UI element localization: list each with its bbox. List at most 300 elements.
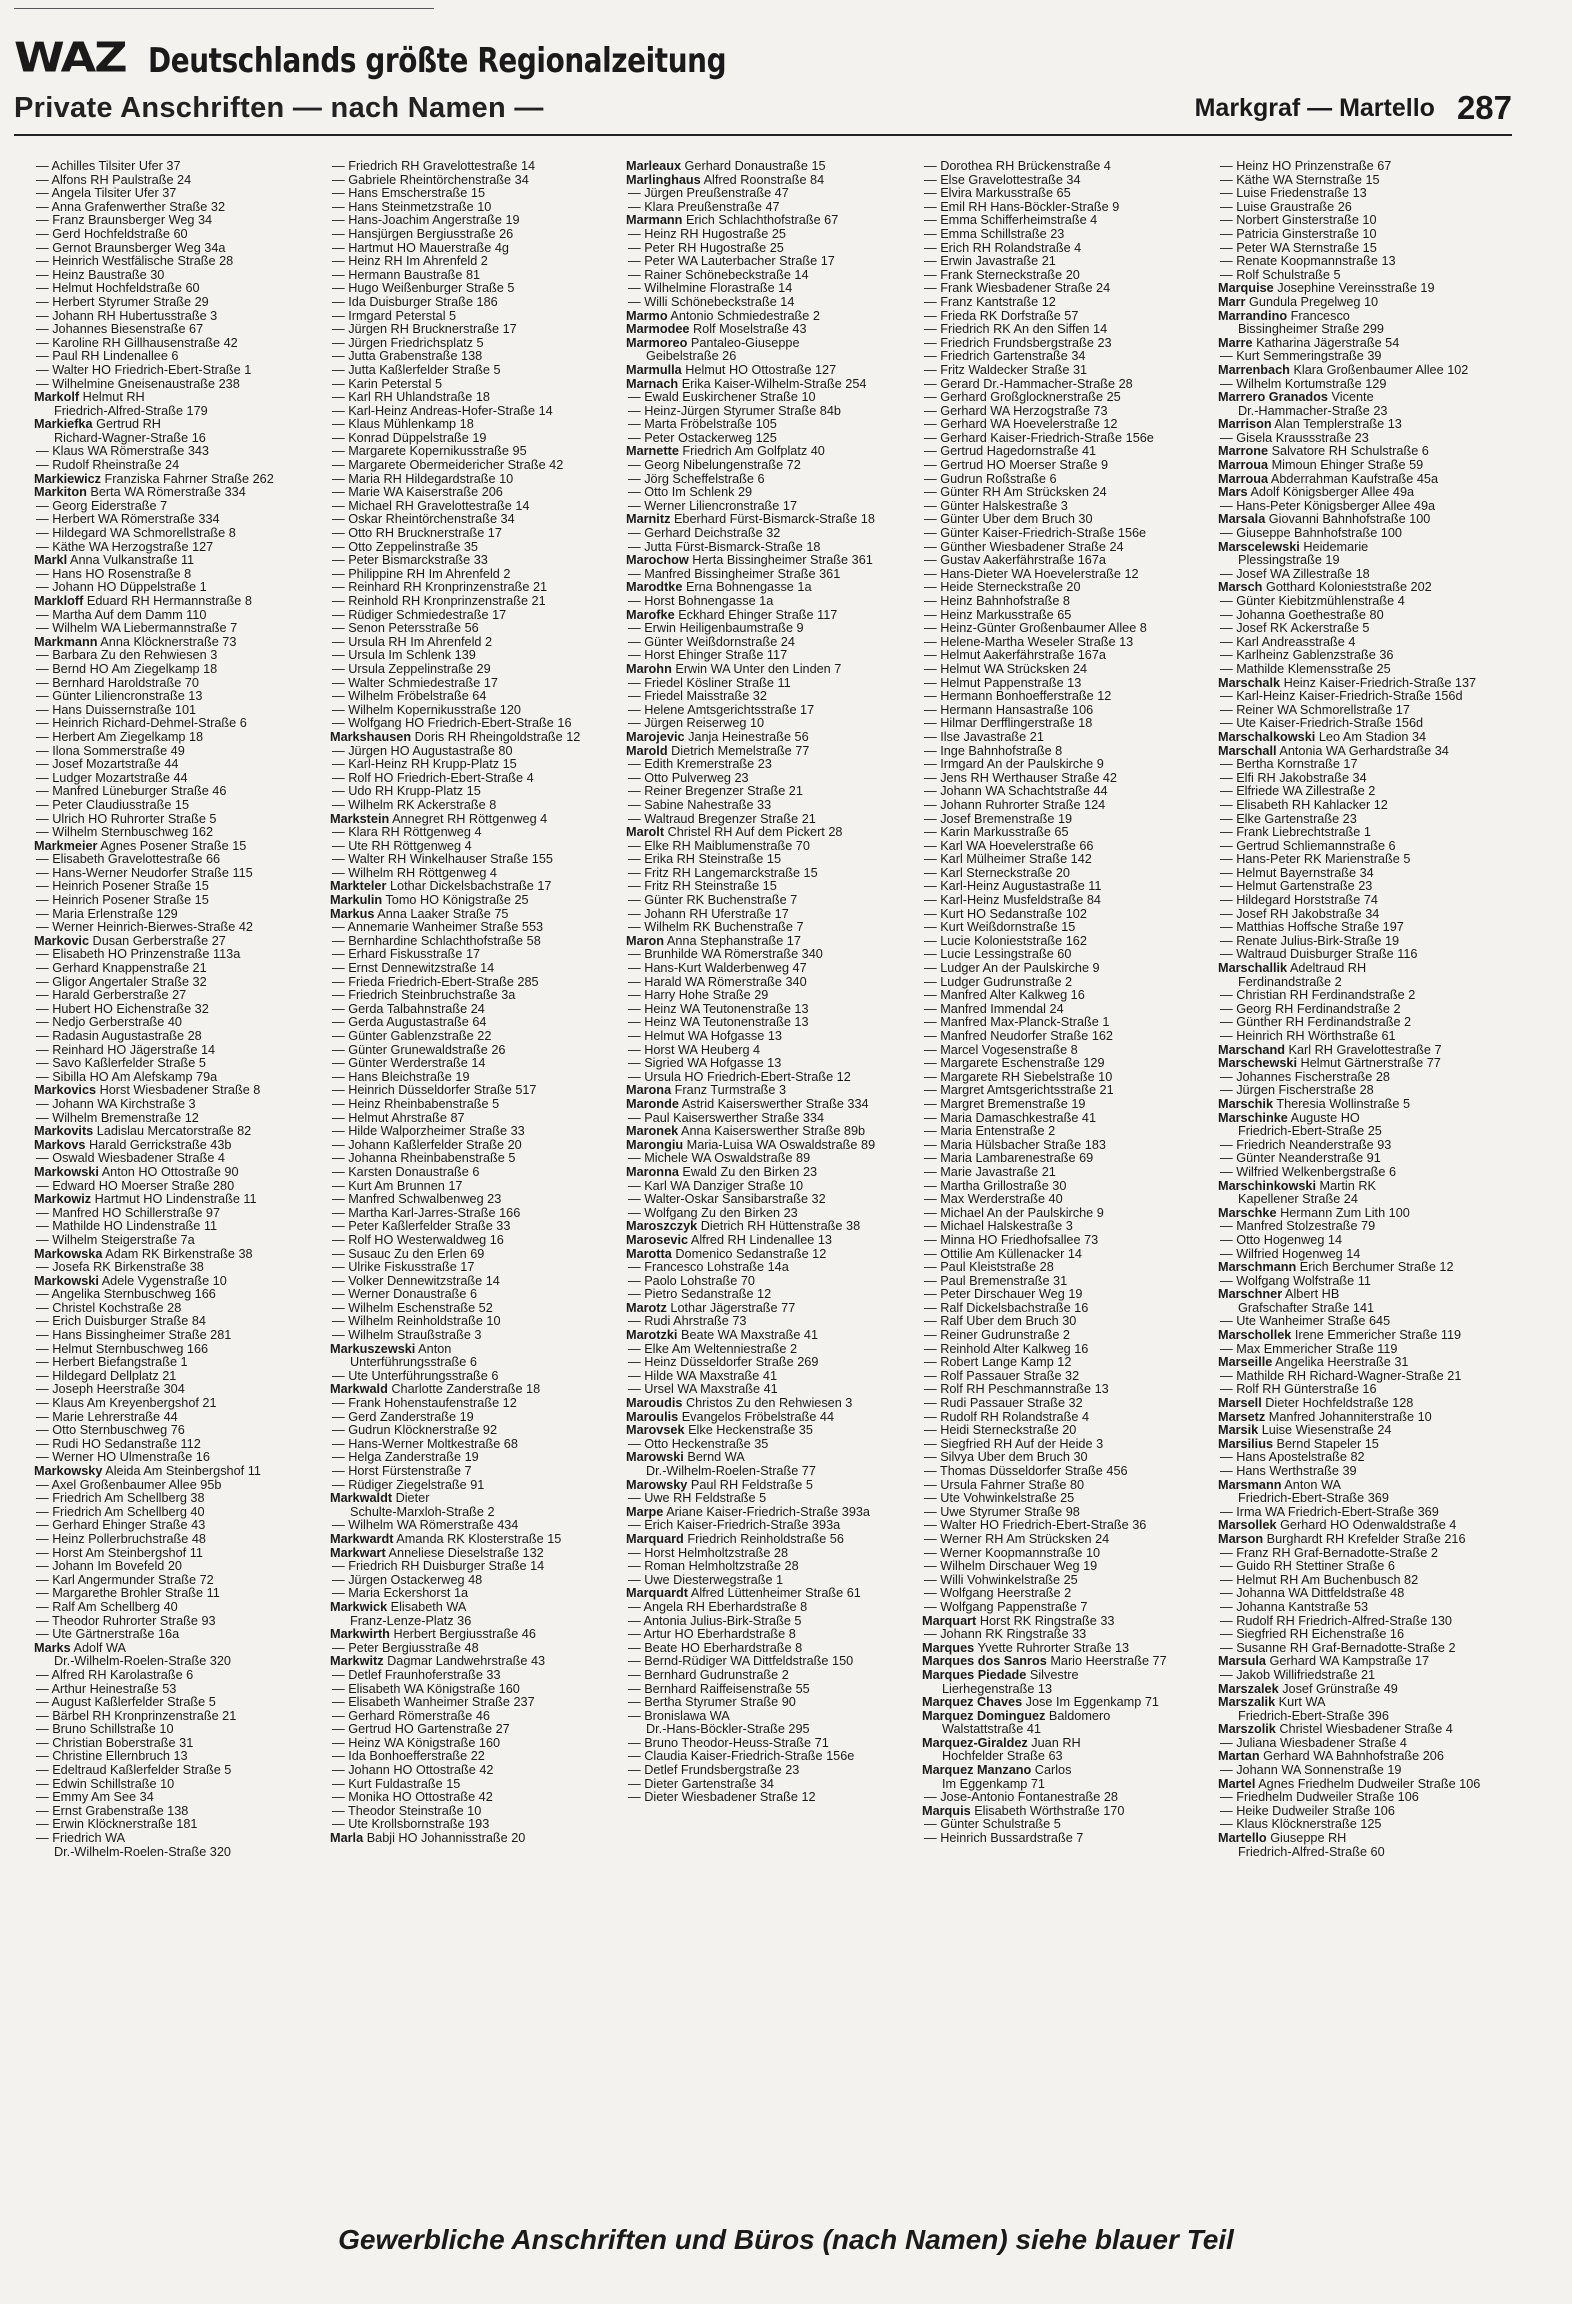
family-name: Marschinke — [1218, 1111, 1288, 1125]
directory-entry: — Elisabeth RH Kahlacker 12 — [1220, 798, 1388, 812]
directory-entry-head — [626, 663, 922, 677]
entry-detail: Carlos — [1034, 1764, 1072, 1778]
directory-entry-head — [626, 1220, 922, 1234]
family-name: Marlinghaus — [626, 173, 701, 187]
directory-entry: — Helmut Bayernstraße 34 — [1220, 866, 1374, 880]
directory-entry: — Johann RH Uferstraße 17 — [628, 907, 789, 921]
entry-detail: Friedrich Reinholdstraße 56 — [687, 1532, 844, 1546]
directory-entry-head — [1218, 337, 1514, 351]
directory-entry: — Klaus Mühlenkamp 18 — [332, 418, 474, 432]
directory-entry: — Ute Gärtnerstraße 16a — [36, 1628, 180, 1642]
directory-entry: — Martha Grillostraße 30 — [924, 1179, 1067, 1193]
directory-entry: — Frieda Friedrich-Ebert-Straße 285 — [332, 975, 539, 989]
directory-entry-head — [34, 1125, 330, 1139]
directory-entry: — Horst Bohnengasse 1a — [628, 595, 774, 608]
directory-entry: — Jakob Willifriedstraße 21 — [1220, 1668, 1376, 1682]
directory-entry-head — [1218, 1098, 1514, 1112]
family-name: Marolt — [626, 826, 665, 840]
family-name: Marschallik — [1218, 962, 1288, 976]
directory-entry: — Bronislawa WA — [628, 1709, 730, 1723]
directory-entry: — Ludger Gudrunstraße 2 — [924, 975, 1073, 989]
family-name: Marschollek — [1218, 1329, 1292, 1343]
entry-detail: Karl RH Gravelottestraße 7 — [1288, 1043, 1442, 1057]
directory-entry: — Heinz WA Teutonenstraße 13 — [628, 1002, 809, 1016]
directory-entry: — Gerhard WA Hoevelerstraße 12 — [924, 418, 1118, 432]
directory-entry: — Dorothea RH Brückenstraße 4 — [924, 160, 1111, 173]
directory-entry: — Bruno Theodor-Heuss-Straße 71 — [628, 1736, 829, 1750]
entry-detail: Doris RH Rheingoldstraße 12 — [414, 730, 581, 744]
family-name: Marmulla — [626, 363, 682, 377]
directory-entry-continuation: Schulte-Marxloh-Straße 2 — [350, 1505, 495, 1519]
directory-entry: — Hilmar Derfflingerstraße 18 — [924, 717, 1093, 731]
directory-entry: — Pietro Sedanstraße 12 — [628, 1288, 772, 1302]
directory-entry: — Gabriele Rheintörchenstraße 34 — [332, 173, 529, 187]
directory-entry-head — [922, 1642, 1218, 1656]
directory-entry: — Johanna WA Dittfeldstraße 48 — [1220, 1587, 1405, 1601]
entry-detail: Gertrud RH — [96, 418, 161, 432]
directory-entry: — Fritz RH Langemarckstraße 15 — [628, 866, 818, 880]
directory-entry: — Bertha Kornstraße 17 — [1220, 758, 1358, 772]
entry-detail: Antonio Schmiedestraße 2 — [670, 309, 820, 323]
directory-entry-head — [1218, 296, 1514, 310]
directory-entry: — Christine Ellernbruch 13 — [36, 1750, 188, 1764]
family-name: Maronek — [626, 1125, 679, 1139]
family-name: Markiefka — [34, 418, 93, 432]
directory-entry: — Hilde Walporzheimer Straße 33 — [332, 1125, 525, 1139]
directory-entry-continuation: Dr.-Hammacher-Straße 23 — [1238, 404, 1388, 418]
entry-detail: Maria-Luisa WA Oswaldstraße 89 — [686, 1138, 876, 1152]
directory-entry: — Erich RH Rolandstraße 4 — [924, 241, 1082, 255]
directory-entry: — Reinhold RH Kronprinzenstraße 21 — [332, 595, 546, 608]
directory-entry: — Gerhard Römerstraße 46 — [332, 1709, 490, 1723]
directory-entry: — Achilles Tilsiter Ufer 37 — [36, 160, 181, 173]
directory-entry: — Gertrud HO Moerser Straße 9 — [924, 459, 1109, 473]
directory-entry: — Karl-Heinz RH Krupp-Platz 15 — [332, 758, 517, 772]
entry-detail: Alfred Roonstraße 84 — [703, 173, 825, 187]
directory-entry: — Horst Fürstenstraße 7 — [332, 1465, 472, 1478]
directory-entry: — Margarethe Brohler Straße 11 — [36, 1587, 220, 1601]
directory-entry: — Helmut Sternbuschweg 166 — [36, 1342, 209, 1356]
family-name: Marsik — [1218, 1424, 1259, 1438]
directory-entry: — Monika HO Ottostraße 42 — [332, 1791, 493, 1805]
directory-entry: — Günter Weißdornstraße 24 — [628, 635, 795, 649]
directory-columns — [34, 160, 1514, 2180]
entry-detail: Elke Heckenstraße 35 — [688, 1424, 813, 1438]
directory-entry: — Nedjo Gerberstraße 40 — [36, 1016, 182, 1030]
directory-entry: — Frieda RK Dorfstraße 57 — [924, 309, 1079, 323]
entry-detail: Erna Bohnengasse 1a — [685, 581, 812, 595]
directory-entry-head — [330, 1383, 626, 1397]
masthead — [14, 20, 1512, 82]
entry-detail: Jose Im Eggenkamp 71 — [1025, 1696, 1159, 1710]
directory-entry: — Josef Mozartstraße 44 — [36, 758, 179, 772]
directory-entry: — Marie WA Kaiserstraße 206 — [332, 486, 503, 500]
directory-entry: — Angela RH Eberhardstraße 8 — [628, 1600, 808, 1614]
family-name: Marrenbach — [1218, 363, 1290, 377]
directory-entry: — Mathilde HO Lindenstraße 11 — [36, 1220, 218, 1234]
directory-entry-head — [330, 1601, 626, 1615]
family-name: Markloff — [34, 595, 84, 608]
family-name: Markiewicz — [34, 472, 101, 486]
directory-entry: — Werner Heinrich-Bierwes-Straße 42 — [36, 921, 253, 935]
directory-entry-continuation: Friedrich-Alfred-Straße 179 — [54, 404, 208, 418]
family-name: Marschalkowski — [1218, 730, 1316, 744]
directory-entry: — Hansjürgen Bergiusstraße 26 — [332, 227, 514, 241]
directory-entry: — Edeltraud Kaßlerfelder Straße 5 — [36, 1764, 232, 1778]
directory-entry: — Georg Eiderstraße 7 — [36, 499, 168, 513]
family-name: Maronna — [626, 1165, 679, 1179]
entry-detail: Beate WA Maxstraße 41 — [681, 1329, 819, 1343]
family-name: Marsala — [1218, 513, 1266, 527]
entry-detail: Luise Wiesenstraße 24 — [1261, 1424, 1392, 1438]
directory-entry: — Heinz Pollerbruchstraße 48 — [36, 1532, 206, 1546]
directory-entry: — Ursula Zeppelinstraße 29 — [332, 662, 491, 676]
family-name: Markshausen — [330, 730, 412, 744]
directory-entry: — Bernd HO Am Ziegelkamp 18 — [36, 662, 218, 676]
directory-entry: — Horst Ehinger Straße 117 — [628, 649, 788, 663]
directory-entry: — Erich Duisburger Straße 84 — [36, 1315, 206, 1329]
directory-entry-head — [1218, 1533, 1514, 1547]
directory-entry: — Wilhelm RK Ackerstraße 8 — [332, 798, 497, 812]
family-name: Marquart — [922, 1614, 977, 1628]
family-name: Marquard — [626, 1532, 684, 1546]
directory-entry: — Werner HO Ulmenstraße 16 — [36, 1451, 210, 1465]
directory-entry-continuation: Franz-Lenze-Platz 36 — [350, 1614, 472, 1628]
directory-entry: — Margarete RH Siebelstraße 10 — [924, 1070, 1113, 1084]
directory-entry: — Emma Schifferheimstraße 4 — [924, 214, 1098, 228]
directory-entry: — Rüdiger Ziegelstraße 91 — [332, 1478, 485, 1492]
directory-entry-head — [626, 1424, 922, 1438]
directory-entry: — Elfi RH Jakobstraße 34 — [1220, 771, 1367, 785]
family-name: Marleaux — [626, 160, 682, 173]
directory-entry: — Ursula Im Schlenk 139 — [332, 649, 476, 663]
directory-entry: — Johann WA Schachtstraße 44 — [924, 785, 1108, 799]
directory-entry: — Gerhard Ehinger Straße 43 — [36, 1519, 206, 1533]
directory-entry: — Paolo Lohstraße 70 — [628, 1274, 755, 1288]
directory-entry-head — [626, 445, 922, 459]
directory-entry: — Gerhard Kaiser-Friedrich-Straße 156e — [924, 431, 1154, 445]
directory-entry: — Hans Bleichstraße 19 — [332, 1070, 470, 1084]
directory-entry: — Margarete Kopernikusstraße 95 — [332, 445, 527, 459]
entry-detail: Anna Klöcknerstraße 73 — [100, 635, 237, 649]
family-name: Markwald — [330, 1383, 388, 1397]
directory-entry: — Horst WA Heuberg 4 — [628, 1043, 761, 1057]
directory-entry: — Rolf RH Günterstraße 16 — [1220, 1383, 1377, 1397]
entry-detail: Janja Heinestraße 56 — [688, 730, 809, 744]
entry-detail: Heidemarie — [1303, 540, 1369, 554]
family-name: Markowsky — [34, 1465, 103, 1478]
directory-entry: — Walter Schmiedestraße 17 — [332, 676, 498, 690]
directory-entry: — Mathilde RH Richard-Wagner-Straße 21 — [1220, 1369, 1462, 1383]
directory-entry: — Günter Halskestraße 3 — [924, 499, 1068, 513]
directory-entry: — Heinz Rheinbabenstraße 5 — [332, 1097, 500, 1111]
directory-entry: — Ilona Sommerstraße 49 — [36, 744, 185, 758]
directory-entry: — Bernhard Haroldstraße 70 — [36, 676, 199, 690]
entry-detail: Mario Heerstraße 77 — [1050, 1655, 1167, 1669]
directory-entry: — Gertrud HO Gartenstraße 27 — [332, 1723, 510, 1737]
directory-entry-head — [922, 1696, 1218, 1710]
directory-entry: — Friedrich RH Duisburger Straße 14 — [332, 1560, 545, 1574]
entry-detail: Anton — [418, 1342, 452, 1356]
family-name: Marpe — [626, 1505, 664, 1519]
directory-entry: — Günter Schulstraße 5 — [924, 1818, 1061, 1832]
directory-column-1 — [34, 160, 330, 2180]
directory-entry: — Maria Entenstraße 2 — [924, 1125, 1056, 1139]
entry-detail: Josef Grünstraße 49 — [1282, 1682, 1398, 1696]
family-name: Marschewski — [1218, 1057, 1297, 1071]
directory-entry: — Johann Ruhrorter Straße 124 — [924, 798, 1106, 812]
directory-entry: — Jutta Grabenstraße 138 — [332, 350, 483, 364]
masthead-slogan: Deutschlands größte Regionalzeitung — [147, 41, 726, 81]
directory-entry: — Klaus Am Kreyenbergshof 21 — [36, 1397, 217, 1411]
directory-entry: — Peter Ostackerweg 125 — [628, 431, 777, 445]
directory-entry: — Ida Bonhoefferstraße 22 — [332, 1750, 485, 1764]
directory-entry: — Friedel Kösliner Straße 11 — [628, 676, 791, 690]
entry-detail: Berta WA Römerstraße 334 — [90, 486, 246, 500]
directory-entry-head — [1218, 473, 1514, 487]
entry-detail: Lothar Jägerstraße 77 — [670, 1301, 796, 1315]
directory-entry: — Manfred Bissingheimer Straße 361 — [628, 567, 841, 581]
directory-entry: — Jürgen HO Augustastraße 80 — [332, 744, 513, 758]
directory-entry-head — [1218, 1655, 1514, 1669]
directory-entry: — Fritz RH Steinstraße 15 — [628, 880, 777, 894]
directory-entry: — Peter Bismarckstraße 33 — [332, 554, 488, 568]
directory-entry: — Jens RH Werthauser Straße 42 — [924, 771, 1117, 785]
directory-entry: — Lucie Kolonieststraße 162 — [924, 934, 1087, 948]
entry-detail: Angelika Heerstraße 31 — [1275, 1356, 1409, 1370]
directory-entry: — Willi Vohwinkelstraße 25 — [924, 1573, 1078, 1587]
directory-entry: — Lucie Lessingstraße 60 — [924, 948, 1072, 962]
entry-detail: Aleida Am Steinbergshof 11 — [105, 1465, 261, 1478]
directory-entry: — Wilhelm Kortumstraße 129 — [1220, 377, 1387, 391]
family-name: Markuszewski — [330, 1342, 416, 1356]
directory-entry: — Bärbel RH Kronprinzenstraße 21 — [36, 1709, 237, 1723]
directory-entry: — Johanna Rheinbabenstraße 5 — [332, 1152, 516, 1166]
section-title: Private Anschriften — nach Namen — — [14, 91, 544, 124]
directory-entry: — Otto Pulverweg 23 — [628, 771, 749, 785]
directory-entry-head — [922, 1655, 1218, 1669]
directory-entry: — Martha Auf dem Damm 110 — [36, 608, 207, 622]
directory-entry: — Marta Fröbelstraße 105 — [628, 418, 777, 432]
directory-entry: — Gustav Aakerfährstraße 167a — [924, 554, 1106, 568]
directory-entry: — Maria RH Hildegardstraße 10 — [332, 472, 514, 486]
directory-entry: — Heinrich Bussardstraße 7 — [924, 1832, 1084, 1846]
directory-entry-head — [626, 731, 922, 745]
directory-entry: — Gerhard Großglocknerstraße 25 — [924, 391, 1121, 405]
entry-detail: Franziska Fahrner Straße 262 — [104, 472, 274, 486]
entry-detail: Anton HO Ottostraße 90 — [101, 1165, 239, 1179]
directory-entry: — Guido RH Stettiner Straße 6 — [1220, 1560, 1395, 1574]
entry-detail: Dietrich Memelstraße 77 — [671, 744, 810, 758]
directory-entry: — Otto Heckenstraße 35 — [628, 1437, 769, 1451]
directory-entry: — Elisabeth HO Prinzenstraße 113a — [36, 948, 241, 962]
entry-detail: Anton WA — [1284, 1478, 1341, 1492]
directory-entry: — Günter Grunewaldstraße 26 — [332, 1043, 506, 1057]
directory-entry: — Gisela Kraussstraße 23 — [1220, 431, 1369, 445]
directory-entry-head — [922, 1764, 1218, 1778]
directory-entry-head — [626, 364, 922, 378]
family-name: Marquez Chaves — [922, 1696, 1023, 1710]
family-name: Maron — [626, 934, 665, 948]
directory-entry: — Günter Neanderstraße 91 — [1220, 1152, 1381, 1166]
directory-entry: — Heinrich Richard-Dehmel-Straße 6 — [36, 717, 247, 731]
family-name: Marques — [922, 1641, 975, 1655]
directory-entry: — Kurt Semmeringstraße 39 — [1220, 350, 1382, 364]
directory-entry: — Silvya Über dem Bruch 30 — [924, 1451, 1088, 1465]
directory-entry: — Elvira Markusstraße 65 — [924, 187, 1071, 201]
family-name: Marquise — [1218, 282, 1274, 296]
entry-detail: Eckhard Ehinger Straße 117 — [678, 608, 838, 622]
family-name: Markovic — [34, 934, 90, 948]
family-name: Markwitz — [330, 1655, 384, 1669]
directory-entry: — Karl-Heinz Musfeldstraße 84 — [924, 894, 1101, 908]
directory-entry: — Heinrich Westfälische Straße 28 — [36, 255, 234, 269]
directory-entry: — Renate Julius-Birk-Straße 19 — [1220, 934, 1400, 948]
directory-entry: — Christian RH Ferdinandstraße 2 — [1220, 989, 1416, 1003]
directory-entry: — Helga Zanderstraße 19 — [332, 1451, 479, 1465]
directory-entry-head — [1218, 1112, 1514, 1126]
directory-entry: — Heidi Sterneckstraße 20 — [924, 1424, 1077, 1438]
directory-entry: — Beate HO Eberhardstraße 8 — [628, 1641, 803, 1655]
entry-detail: Horst RK Ringstraße 33 — [979, 1614, 1115, 1628]
directory-entry: — Maria Erlenstraße 129 — [36, 907, 178, 921]
directory-entry: — Hans-Werner Neudorfer Straße 115 — [36, 866, 253, 880]
directory-entry: — Wilhelm Kopernikusstraße 120 — [332, 703, 521, 717]
family-name: Markmann — [34, 635, 98, 649]
directory-entry: — Margarete Obermeidericher Straße 42 — [332, 459, 564, 473]
directory-column-4 — [922, 160, 1218, 2180]
directory-entry: — Dieter Gartenstraße 34 — [628, 1777, 774, 1791]
family-name: Markovs — [34, 1138, 86, 1152]
directory-entry: — Hans-Peter Königsberger Allee 49a — [1220, 499, 1436, 513]
directory-entry: — Siegfried RH Auf der Heide 3 — [924, 1437, 1104, 1451]
directory-entry: — Ralf Am Schellberg 40 — [36, 1600, 178, 1614]
directory-entry: — Johanna Goethestraße 80 — [1220, 608, 1384, 622]
directory-entry: — Johann Im Bovefeld 20 — [36, 1560, 182, 1574]
family-name: Markiton — [34, 486, 87, 500]
directory-entry: — Karl-Heinz Augustastraße 11 — [924, 880, 1102, 894]
directory-entry: — Elisabeth Gravelottestraße 66 — [36, 853, 221, 867]
entry-detail: Dieter Hochfeldstraße 128 — [1265, 1397, 1414, 1411]
directory-entry: — Friedrich WA — [36, 1832, 126, 1846]
family-name: Markowski — [34, 1165, 99, 1179]
entry-detail: Baldomero — [1048, 1709, 1111, 1723]
directory-entry: — Hans Emscherstraße 15 — [332, 187, 486, 201]
directory-entry-head — [34, 1465, 330, 1479]
directory-entry: — Bernhard Gudrunstraße 2 — [628, 1668, 789, 1682]
directory-entry: — Michael RH Gravelottestraße 14 — [332, 499, 530, 513]
directory-entry: — Günter RH Am Strücksken 24 — [924, 486, 1107, 500]
directory-entry: — Johann WA Sonnenstraße 19 — [1220, 1764, 1402, 1778]
directory-entry-head — [626, 1248, 922, 1262]
directory-entry: — Heinz WA Königstraße 160 — [332, 1736, 501, 1750]
directory-entry: — Maria Lambarenestraße 69 — [924, 1152, 1094, 1166]
directory-entry: — Gerard Dr.-Hammacher-Straße 28 — [924, 377, 1133, 391]
family-name: Marmodee — [626, 323, 690, 337]
directory-entry: — August Kaßlerfelder Straße 5 — [36, 1696, 216, 1710]
directory-entry-head — [1218, 1180, 1514, 1194]
directory-entry: — Peter Bergiusstraße 48 — [332, 1641, 479, 1655]
directory-entry: — Günter Kiebitzmühlenstraße 4 — [1220, 595, 1405, 608]
directory-entry: — Heinz Bahnhofstraße 8 — [924, 595, 1070, 608]
directory-entry: — Christel Kochstraße 28 — [36, 1301, 182, 1315]
directory-entry: — Manfred HO Schillerstraße 97 — [36, 1206, 221, 1220]
directory-entry: — Heide Sterneckstraße 20 — [924, 581, 1081, 595]
directory-entry: — Ute Unterführungsstraße 6 — [332, 1369, 499, 1383]
directory-entry-head — [1218, 541, 1514, 555]
directory-entry: — Elisabeth WA Königstraße 160 — [332, 1682, 520, 1696]
directory-entry: — Anna Grafenwerther Straße 32 — [36, 200, 225, 214]
directory-entry-head — [626, 1139, 922, 1153]
directory-entry-continuation: Dr.-Wilhelm-Roelen-Straße 77 — [646, 1465, 816, 1478]
directory-entry: — Günter Kaiser-Friedrich-Straße 156e — [924, 527, 1147, 541]
directory-entry: — Frank Liebrechtstraße 1 — [1220, 826, 1371, 840]
directory-entry: — Rolf HO Friedrich-Ebert-Straße 4 — [332, 771, 534, 785]
directory-entry: — Maria Damaschkestraße 41 — [924, 1111, 1097, 1125]
entry-detail: Heinz Kaiser-Friedrich-Straße 137 — [1283, 676, 1477, 690]
directory-entry-continuation: Kapellener Straße 24 — [1238, 1193, 1358, 1207]
family-name: Markowiz — [34, 1193, 92, 1207]
directory-entry: — Francesco Lohstraße 14a — [628, 1261, 789, 1275]
directory-entry-continuation: Bissingheimer Straße 299 — [1238, 323, 1384, 337]
directory-entry: — Jürgen Fischerstraße 28 — [1220, 1084, 1374, 1098]
directory-entry: — Günter RK Buchenstraße 7 — [628, 894, 798, 908]
entry-detail: Ariane Kaiser-Friedrich-Straße 393a — [666, 1505, 870, 1519]
entry-detail: Francesco — [1290, 309, 1350, 323]
directory-entry: — Rolf HO Westerwaldweg 16 — [332, 1233, 504, 1247]
directory-entry: — Friedrich Gartenstraße 34 — [924, 350, 1086, 364]
family-name: Marschinkowski — [1218, 1179, 1317, 1193]
directory-entry-head — [34, 636, 330, 650]
family-name: Markovits — [34, 1125, 94, 1139]
directory-entry: — Max Emmericher Straße 119 — [1220, 1342, 1398, 1356]
family-name: Marre — [1218, 336, 1253, 350]
directory-entry: — Bertha Styrumer Straße 90 — [628, 1696, 796, 1710]
directory-entry: — Robert Lange Kamp 12 — [924, 1356, 1072, 1370]
directory-entry: — Frank Sterneckstraße 20 — [924, 268, 1080, 282]
directory-entry: — Friedrich Am Schellberg 38 — [36, 1492, 205, 1506]
directory-entry-head — [34, 595, 330, 609]
directory-entry: — Ilse Javastraße 21 — [924, 730, 1044, 744]
directory-entry: — Manfred Stolzestraße 79 — [1220, 1220, 1376, 1234]
directory-entry: — Minna HO Friedhofsallee 73 — [924, 1233, 1099, 1247]
family-name: Marroua — [1218, 472, 1269, 486]
family-name: Marquez Manzano — [922, 1764, 1032, 1778]
directory-entry: — Karin Markusstraße 65 — [924, 826, 1069, 840]
directory-entry-head — [1218, 1519, 1514, 1533]
directory-entry-continuation: Richard-Wagner-Straße 16 — [54, 431, 206, 445]
directory-entry: — Else Gravelottestraße 34 — [924, 173, 1081, 187]
directory-entry: — Josef RK Ackerstraße 5 — [1220, 622, 1370, 636]
directory-entry: — Friedrich Steinbruchstraße 3a — [332, 989, 516, 1003]
entry-detail: Anneliese Dieselstraße 132 — [388, 1546, 544, 1560]
directory-entry: — Klaus Klöcknerstraße 125 — [1220, 1818, 1382, 1832]
directory-entry: — Fritz Waldecker Straße 31 — [924, 363, 1088, 377]
entry-detail: Anna Laaker Straße 75 — [377, 907, 509, 921]
directory-entry: — Klara Preußenstraße 47 — [628, 200, 780, 214]
directory-entry: — Elke RH Maiblumenstraße 70 — [628, 839, 810, 853]
directory-entry-head — [922, 1669, 1218, 1683]
directory-entry: — Otto Zeppelinstraße 35 — [332, 540, 478, 554]
directory-entry: — Margret Amtsgerichtsstraße 21 — [924, 1084, 1114, 1098]
directory-entry: — Edith Kremerstraße 23 — [628, 758, 772, 772]
directory-entry: — Heinz WA Teutonenstraße 13 — [628, 1016, 809, 1030]
family-name: Marschner — [1218, 1288, 1283, 1302]
family-name: Marschand — [1218, 1043, 1285, 1057]
entry-detail: Adolf WA — [73, 1641, 126, 1655]
entry-detail: Kurt WA — [1278, 1696, 1326, 1710]
directory-entry-head — [1218, 282, 1514, 296]
